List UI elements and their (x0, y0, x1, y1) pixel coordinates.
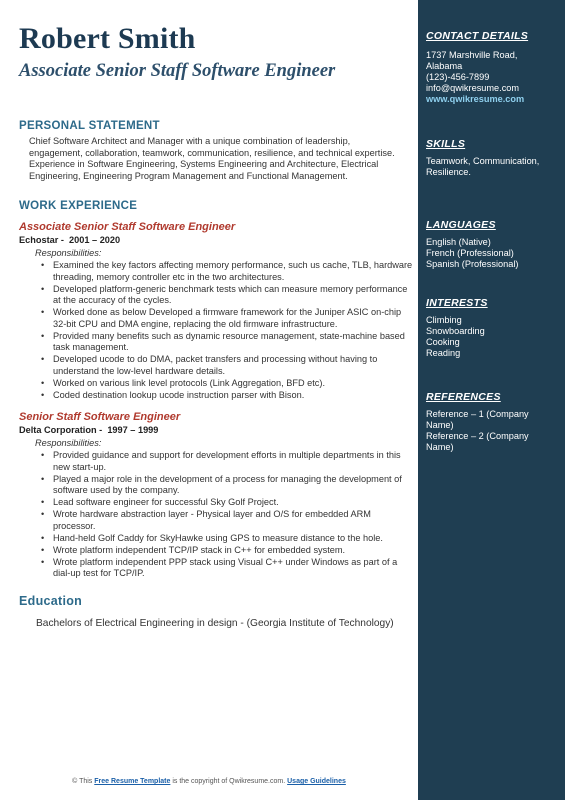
resume-sidebar (418, 0, 565, 800)
footer (0, 778, 418, 785)
interests-section (426, 297, 557, 359)
responsibility-item: • Worked done as below Developed a firmware framework for the Juniper ASIC on-chip 32-bit CPU and DMA engine, replacing the old firmware infrastructure. (41, 307, 414, 330)
education-heading: Education (19, 593, 83, 608)
language-item: Spanish (Professional) (426, 259, 519, 269)
responsibility-item: • Lead software engineer for successful Sky Golf Project. (41, 497, 414, 509)
skills-heading: SKILLS (426, 138, 466, 150)
job-employer-line (19, 424, 418, 436)
job-title: Senior Staff Software Engineer (19, 411, 181, 423)
responsibility-item: • Provided guidance and support for development efforts in multiple departments in this new start-up. (41, 450, 414, 473)
references-section (426, 391, 557, 453)
education-text: Bachelors of Electrical Engineering in design - (Georgia Institute of Technology) (36, 617, 394, 629)
footer-prefix: © This (72, 778, 93, 785)
references-list (426, 409, 557, 453)
interest-item: Climbing (426, 315, 462, 325)
responsibility-list (19, 260, 414, 401)
job-title: Associate Senior Staff Software Engineer (19, 221, 236, 233)
responsibility-item: • Provided many benefits such as dynamic resource management, state-machine based task management. (41, 331, 414, 354)
job-dates: 1997 – 1999 (107, 425, 159, 435)
personal-statement-text: Chief Software Architect and Manager with a unique combination of leadership, engagement, collaboration, teamwork, communication, resilience, and technical expertise. Experience in Software Engineering, Systems Engineering and Architecture, Electrical Engineering, Engineering Program Management and Functional Management. (29, 136, 395, 181)
contact-website-link[interactable]: www.qwikresume.com (426, 94, 525, 104)
reference-item: Reference – 2 (Company Name) (426, 431, 529, 452)
contact-details-heading: CONTACT DETAILS (426, 30, 529, 42)
job-entry (19, 411, 418, 580)
usage-guidelines-link[interactable]: Usage Guidelines (287, 778, 346, 785)
job-employer-line (19, 234, 418, 246)
job-employer: Delta Corporation - (19, 425, 103, 435)
responsibility-item: • Wrote hardware abstraction layer - Physical layer and O/S for embedded ARM processor. (41, 509, 414, 532)
contact-phone: (123)-456-7899 (426, 72, 490, 82)
contact-address-line1: 1737 Marshville Road, (426, 50, 518, 60)
skills-section (426, 138, 557, 178)
interest-item: Cooking (426, 337, 460, 347)
responsibility-item: • Developed ucode to do DMA, packet transfers and processing without having to understand the low-level hardware details. (41, 354, 414, 377)
language-item: French (Professional) (426, 248, 514, 258)
references-heading: REFERENCES (426, 391, 501, 403)
footer-middle: is the copyright of Qwikresume.com. (172, 778, 286, 785)
responsibility-item: • Wrote platform independent PPP stack using Visual C++ under Windows as part of a dial-up test for TCP/IP. (41, 557, 414, 580)
contact-details-section (426, 30, 557, 105)
reference-item: Reference – 1 (Company Name) (426, 409, 529, 430)
job-dates: 2001 – 2020 (69, 235, 121, 245)
responsibility-item: • Hand-held Golf Caddy for SkyHawke using GPS to measure distance to the hole. (41, 533, 414, 545)
work-experience-heading: WORK EXPERIENCE (19, 200, 138, 212)
interests-heading: INTERESTS (426, 297, 488, 309)
interest-item: Snowboarding (426, 326, 485, 336)
personal-statement-heading: PERSONAL STATEMENT (19, 120, 160, 132)
candidate-title: Associate Senior Staff Software Engineer (19, 61, 336, 81)
language-item: English (Native) (426, 237, 491, 247)
responsibility-item: • Wrote platform independent TCP/IP stack in C++ for embedded system. (41, 545, 414, 557)
responsibility-item: • Examined the key factors affecting memory performance, such us cache, TLB, hardware threading, memory controller etc in the two architectures. (41, 260, 414, 283)
contact-address-line2: Alabama (426, 61, 463, 71)
responsibilities-label: Responsibilities: (35, 438, 102, 448)
languages-heading: LANGUAGES (426, 219, 496, 231)
job-employer: Echostar - (19, 235, 64, 245)
responsibility-list (19, 450, 414, 580)
contact-email[interactable]: info@qwikresume.com (426, 83, 520, 93)
free-resume-template-link[interactable]: Free Resume Template (94, 778, 171, 785)
languages-section (426, 219, 557, 270)
contact-details-text (426, 50, 557, 105)
skills-text: Teamwork, Communication, Resilience. (426, 156, 540, 177)
responsibility-item: • Worked on various link level protocols (Link Aggregation, BFD etc). (41, 378, 414, 390)
responsibility-item: • Developed platform-generic benchmark tests which can measure memory performance at the accuracy of the cycles. (41, 284, 414, 307)
responsibility-item: • Played a major role in the development of a process for managing the development of software used by the company. (41, 474, 414, 497)
responsibility-item: • Coded destination lookup ucode instruction parser with Bison. (41, 390, 414, 402)
responsibilities-label: Responsibilities: (35, 248, 102, 258)
interest-item: Reading (426, 348, 461, 358)
job-entry (19, 221, 418, 401)
interests-list (426, 315, 557, 359)
languages-list (426, 237, 557, 270)
candidate-name: Robert Smith (19, 22, 196, 55)
